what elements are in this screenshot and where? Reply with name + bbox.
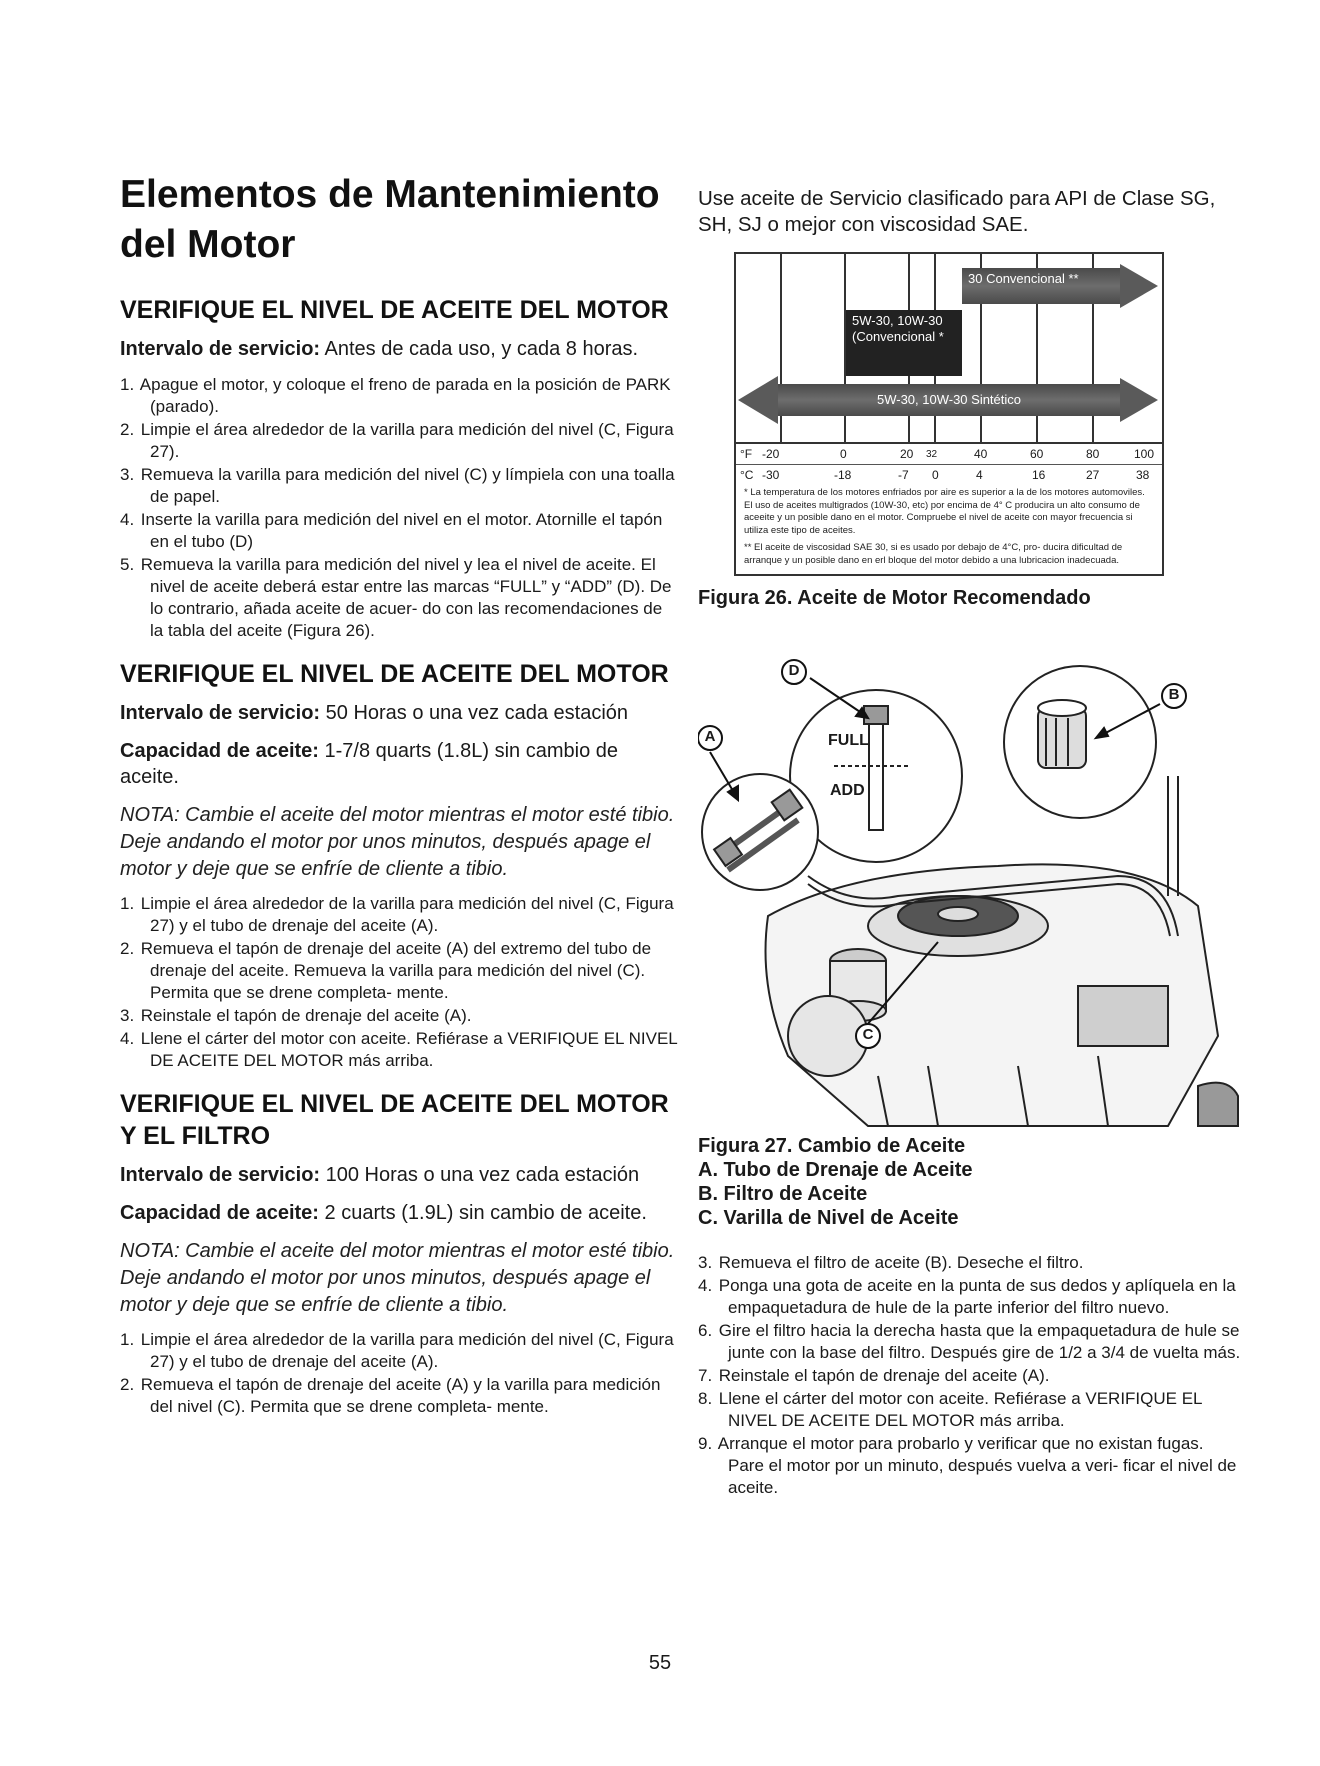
- tick-label: -20: [762, 447, 780, 461]
- tick-label: -30: [762, 468, 780, 482]
- tick-label: 16: [1032, 468, 1046, 482]
- interval-label: Intervalo de servicio:: [120, 338, 321, 360]
- tick-label: 20: [900, 447, 914, 461]
- bar-5w30-conventional: 5W-30, 10W-30 (Convencional *: [846, 310, 962, 376]
- interval-text: 50 Horas o una vez cada estación: [320, 702, 629, 724]
- oil-intro-text: Use aceite de Servicio clasificado para API de Clase SG, SH, SJ o mejor con viscosidad SAE.: [698, 187, 1216, 236]
- tick-label: -18: [834, 468, 852, 482]
- section-heading-change-oil-filter: VERIFIQUE EL NIVEL DE ACEITE DEL MOTOR Y EL FILTRO: [120, 1090, 669, 1150]
- tick-label: 40: [974, 447, 988, 461]
- full-mark-label: FULL: [828, 732, 869, 749]
- list-item: 6. Gire el filtro hacia la derecha hasta que la empaquetadura de hule se junte con la base del filtro. Después gire de 1/2 a 3/4 de vuelta más.: [698, 1321, 1241, 1362]
- list-item: 2. Remueva el tapón de drenaje del aceite (A) y la varilla para medición del nivel (C). Permita que se drene completa- mente.: [120, 1375, 661, 1416]
- arrow-left-icon: [738, 376, 778, 424]
- list-item: 1. Limpie el área alrededor de la varilla para medición del nivel (C, Figura 27) y el tubo de drenaje del aceite (A).: [120, 1330, 674, 1371]
- celsius-scale: [736, 465, 1162, 485]
- figure-27-legend: [698, 1158, 1244, 1230]
- capacity-text: 2 cuarts (1.9L) sin cambio de aceite.: [318, 1202, 647, 1224]
- list-item: 9. Arranque el motor para probarlo y verificar que no existan fugas. Pare el motor por un minuto, después vuelva a veri- ficar el nivel de aceite.: [698, 1434, 1237, 1497]
- list-item: 5. Remueva la varilla para medición del nivel y lea el nivel de aceite. El nivel de aceite deberá estar entre las marcas “FULL” y “ADD” (D). De lo contrario, añada aceite de acuer- do con las recomendaciones de la tabla del aceite (Figura 26).: [120, 555, 672, 640]
- capacity-label: Capacidad de aceite:: [120, 740, 319, 762]
- chart-bars-area: [736, 254, 1162, 444]
- callout-label-a: A: [704, 728, 716, 745]
- oil-viscosity-chart: [734, 252, 1164, 576]
- tick-label: 0: [840, 447, 847, 461]
- list-item: 4. Inserte la varilla para medición del nivel en el motor. Atornille el tapón en el tubo (D): [120, 510, 663, 551]
- arrow-right-icon: [1120, 378, 1158, 422]
- callout-label-d: D: [788, 662, 800, 679]
- footnote: ** El aceite de viscosidad SAE 30, si es usado por debajo de 4°C, pro- ducira dificultad de arranque y un posible dano en erl bloque del motor debido a una lubricacion inadecuada.: [744, 542, 1123, 566]
- interval-label: Intervalo de servicio:: [120, 702, 321, 724]
- callout-label-b: B: [1168, 686, 1180, 703]
- tick-label: 60: [1030, 447, 1044, 461]
- tick-label: 80: [1086, 447, 1100, 461]
- legend-item: C. Varilla de Nivel de Aceite: [698, 1207, 959, 1229]
- service-interval: [120, 336, 680, 362]
- steps-change-oil-filter: [120, 1329, 680, 1418]
- figure-26-caption: Figura 26. Aceite de Motor Recomendado: [698, 587, 1091, 609]
- list-item: 7. Reinstale el tapón de drenaje del aceite (A).: [698, 1366, 1050, 1385]
- steps-filter-continued: [698, 1252, 1244, 1499]
- interval-text: Antes de cada uso, y cada 8 horas.: [320, 338, 639, 360]
- capacity-label: Capacidad de aceite:: [120, 1202, 319, 1224]
- tick-label: 38: [1136, 468, 1150, 482]
- page-title: Elementos de Mantenimiento del Motor: [120, 173, 660, 266]
- steps-check-oil: [120, 374, 680, 642]
- list-item: 1. Apague el motor, y coloque el freno de parada en la posición de PARK (parado).: [120, 375, 671, 416]
- service-interval: [120, 1162, 680, 1188]
- list-item: 3. Remueva el filtro de aceite (B). Deseche el filtro.: [698, 1253, 1084, 1272]
- arrow-right-icon: [1120, 264, 1158, 308]
- note: NOTA: Cambie el aceite del motor mientras el motor esté tibio. Deje andando el motor por unos minutos, después apage el motor y deje que se enfríe de cliente a tibio.: [120, 804, 675, 880]
- oil-capacity: [120, 738, 680, 790]
- note: NOTA: Cambie el aceite del motor mientras el motor esté tibio. Deje andando el motor por unos minutos, después apage el motor y deje que se enfríe de cliente a tibio.: [120, 1240, 675, 1316]
- page-number: 55: [648, 1652, 672, 1674]
- figure-27-caption: Figura 27. Cambio de Aceite: [698, 1135, 966, 1157]
- list-item: 3. Remueva la varilla para medición del nivel (C) y límpiela con una toalla de papel.: [120, 465, 675, 506]
- tick-label: 0: [932, 468, 939, 482]
- tick-label: 100: [1134, 447, 1155, 461]
- right-column: [698, 186, 1244, 1515]
- left-column: [120, 170, 680, 1434]
- callout-label-c: C: [862, 1026, 874, 1043]
- figure-27-illustration: [698, 656, 1244, 1134]
- list-item: 2. Remueva el tapón de drenaje del aceite (A) del extremo del tubo de drenaje del aceite. Remueva la varilla para medición del nivel (C). Permita que se drene completa- mente.: [120, 939, 652, 1002]
- bar-synthetic: 5W-30, 10W-30 Sintético: [776, 384, 1122, 416]
- interval-label: Intervalo de servicio:: [120, 1164, 321, 1186]
- celsius-label: °C: [740, 468, 754, 482]
- list-item: 1. Limpie el área alrededor de la varilla para medición del nivel (C, Figura 27) y el tubo de drenaje del aceite (A).: [120, 894, 674, 935]
- tick-label: 4: [976, 468, 983, 482]
- chart-footnotes: [736, 485, 1162, 574]
- list-item: 4. Llene el cárter del motor con aceite. Refiérase a VERIFIQUE EL NIVEL DE ACEITE DEL MOTOR más arriba.: [120, 1029, 678, 1070]
- list-item: 4. Ponga una gota de aceite en la punta de sus dedos y aplíquela en la empaquetadura de hule de la parte inferior del filtro nuevo.: [698, 1276, 1236, 1317]
- legend-item: B. Filtro de Aceite: [698, 1183, 868, 1205]
- capacity-text: 1-7/8 quarts (1.8L) sin cambio de aceite.: [120, 740, 619, 788]
- add-mark-label: ADD: [830, 782, 865, 799]
- list-item: 3. Reinstale el tapón de drenaje del aceite (A).: [120, 1006, 472, 1025]
- fahrenheit-label: °F: [740, 447, 753, 461]
- tick-label: -7: [898, 468, 909, 482]
- list-item: 8. Llene el cárter del motor con aceite. Refiérase a VERIFIQUE EL NIVEL DE ACEITE DEL MOTOR más arriba.: [698, 1389, 1202, 1430]
- steps-change-oil: [120, 893, 680, 1072]
- tick-label: 27: [1086, 468, 1100, 482]
- interval-text: 100 Horas o una vez cada estación: [320, 1164, 640, 1186]
- section-heading-check-oil: VERIFIQUE EL NIVEL DE ACEITE DEL MOTOR: [120, 296, 669, 324]
- list-item: 2. Limpie el área alrededor de la varilla para medición del nivel (C, Figura 27).: [120, 420, 674, 461]
- fahrenheit-scale: [736, 444, 1162, 465]
- section-heading-change-oil: VERIFIQUE EL NIVEL DE ACEITE DEL MOTOR: [120, 660, 669, 688]
- footnote: * La temperatura de los motores enfriados por aire es superior a la de los motores automoviles. El uso de aceites multigrados (10W-30, etc) por encima de 4° C producira un alto consumo de aceeite y un posible dano en el motor. Compruebe el nivel de aceite con mayor frecuencia si utiliza este tipo de aceites.: [744, 487, 1145, 536]
- tick-label: 32: [926, 449, 938, 460]
- service-interval: [120, 700, 680, 726]
- bar-30-conventional: 30 Convencional **: [962, 268, 1122, 304]
- oil-capacity: [120, 1200, 680, 1226]
- engine-oil-illustration: [698, 656, 1244, 1134]
- legend-item: A. Tubo de Drenaje de Aceite: [698, 1159, 973, 1181]
